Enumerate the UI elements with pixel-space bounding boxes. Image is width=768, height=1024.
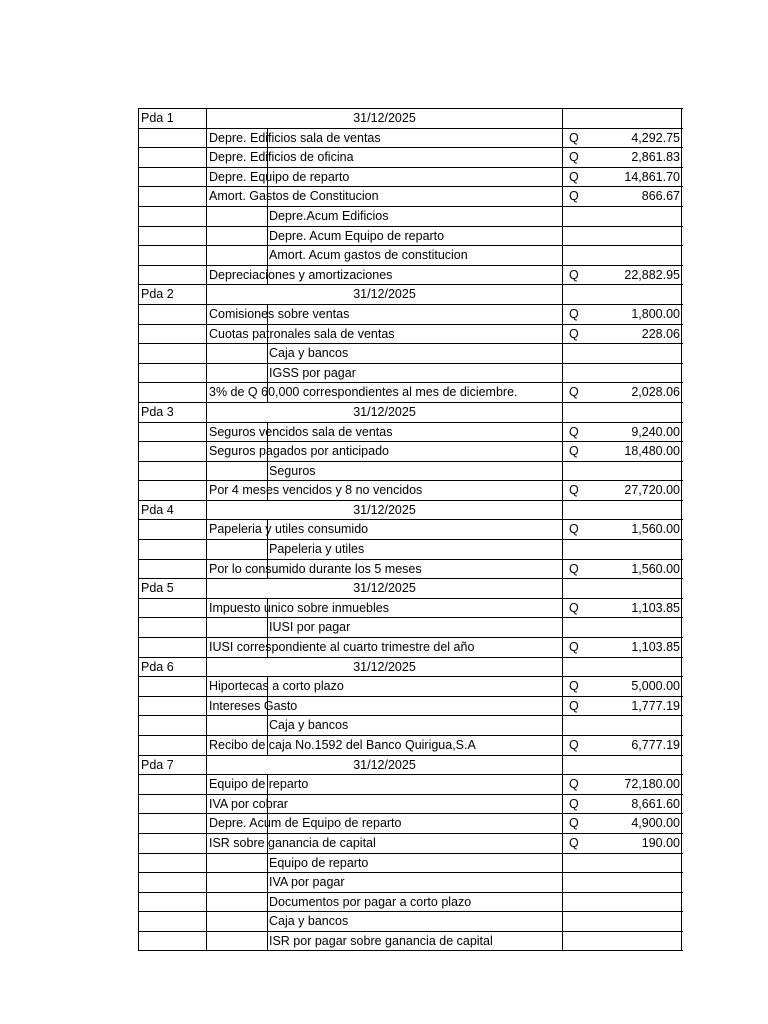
currency-symbol: Q <box>562 814 682 833</box>
entry-number-cell <box>138 873 206 892</box>
entry-number-cell <box>138 423 206 442</box>
entry-number-cell <box>138 325 206 344</box>
column-rule <box>267 599 268 618</box>
table-row <box>138 206 683 226</box>
currency-symbol: Q <box>562 677 682 696</box>
currency-cell <box>562 501 682 520</box>
column-rule <box>267 814 268 833</box>
amount-value: 2,028.06 <box>631 385 680 400</box>
currency-symbol: Q <box>562 305 682 324</box>
table-row <box>138 892 683 912</box>
column-rule <box>267 912 268 931</box>
currency-symbol: Q <box>562 795 682 814</box>
entry-number-cell <box>138 638 206 657</box>
currency-symbol <box>562 344 682 363</box>
amount-value: 22,882.95 <box>624 267 680 282</box>
entry-number-cell <box>138 618 206 637</box>
amount-value: 1,777.19 <box>631 698 680 713</box>
entry-number-cell <box>138 599 206 618</box>
entry-header-row <box>138 500 683 520</box>
table-row <box>138 422 683 442</box>
debit-account: Amort. Gastos de Constitucion <box>206 187 562 206</box>
column-rule <box>267 187 268 206</box>
table-row <box>138 480 683 500</box>
description-cell <box>206 364 562 383</box>
credit-account: Seguros <box>269 463 316 478</box>
column-rule <box>267 775 268 794</box>
currency-symbol: Q <box>562 599 682 618</box>
amount-value: 4,292.75 <box>631 130 680 145</box>
credit-account: Papeleria y utiles <box>269 542 365 557</box>
amount-value: 1,103.85 <box>631 600 680 615</box>
column-rule <box>267 716 268 735</box>
currency-symbol <box>562 716 682 735</box>
entry-number-cell <box>138 305 206 324</box>
table-row <box>138 598 683 618</box>
amount-value: 72,180.00 <box>624 777 680 792</box>
debit-account: Depre. Equipo de reparto <box>206 168 562 187</box>
column-rule <box>267 148 268 167</box>
entry-number: Pda 3 <box>138 403 206 422</box>
table-row <box>138 539 683 559</box>
debit-account: ISR sobre ganancia de capital <box>206 834 562 853</box>
amount-value: 4,900.00 <box>631 816 680 831</box>
amount-value: 1,800.00 <box>631 306 680 321</box>
entry-number-cell <box>138 129 206 148</box>
amount-value: 27,720.00 <box>624 483 680 498</box>
credit-account: ISR por pagar sobre ganancia de capital <box>269 933 493 948</box>
entry-date: 31/12/2025 <box>206 756 562 775</box>
entry-number-cell <box>138 716 206 735</box>
column-rule <box>267 834 268 853</box>
debit-account: Cuotas patronales sala de ventas <box>206 325 562 344</box>
table-row <box>138 696 683 716</box>
entry-number: Pda 6 <box>138 658 206 677</box>
table-row <box>138 519 683 539</box>
currency-symbol: Q <box>562 775 682 794</box>
entry-number: Pda 7 <box>138 756 206 775</box>
amount-value: 228.06 <box>641 326 680 341</box>
entry-date: 31/12/2025 <box>206 579 562 598</box>
currency-symbol <box>562 540 682 559</box>
currency-symbol: Q <box>562 638 682 657</box>
entry-header-row <box>138 755 683 775</box>
entry-date: 31/12/2025 <box>206 501 562 520</box>
entry-description: Por 4 meses vencidos y 8 no vencidos <box>206 481 562 500</box>
credit-account: Documentos por pagar a corto plazo <box>269 894 472 909</box>
amount-value: 2,861.83 <box>631 150 680 165</box>
entry-number-cell <box>138 834 206 853</box>
table-row <box>138 186 683 206</box>
table-row <box>138 441 683 461</box>
currency-symbol: Q <box>562 266 682 285</box>
currency-symbol: Q <box>562 148 682 167</box>
journal-table <box>138 108 683 951</box>
currency-symbol: Q <box>562 834 682 853</box>
column-rule <box>267 736 268 755</box>
debit-account: Depre. Edificios de oficina <box>206 148 562 167</box>
column-rule <box>267 168 268 187</box>
entry-number-cell <box>138 364 206 383</box>
currency-symbol <box>562 912 682 931</box>
column-rule <box>267 520 268 539</box>
credit-account: Caja y bancos <box>269 914 349 929</box>
entry-number-cell <box>138 912 206 931</box>
debit-account: Comisiones sobre ventas <box>206 305 562 324</box>
column-rule <box>267 795 268 814</box>
currency-symbol: Q <box>562 168 682 187</box>
column-rule <box>267 364 268 383</box>
debit-account: Hiportecas a corto plazo <box>206 677 562 696</box>
amount-value: 5,000.00 <box>631 679 680 694</box>
table-row <box>138 617 683 637</box>
table-row <box>138 931 683 951</box>
entry-description: Por lo consumido durante los 5 meses <box>206 560 562 579</box>
description-cell <box>206 854 562 873</box>
currency-cell <box>562 756 682 775</box>
entry-description: 3% de Q 60,000 correspondientes al mes de diciembre. <box>206 383 562 402</box>
debit-account: Intereses Gasto <box>206 697 562 716</box>
column-rule <box>267 873 268 892</box>
column-rule <box>267 638 268 657</box>
table-row <box>138 676 683 696</box>
entry-number-cell <box>138 266 206 285</box>
entry-header-row <box>138 657 683 677</box>
amount-value: 866.67 <box>641 189 680 204</box>
debit-account: Papeleria y utiles consumido <box>206 520 562 539</box>
entry-header-row <box>138 578 683 598</box>
entry-number-cell <box>138 775 206 794</box>
amount-value: 18,480.00 <box>624 444 680 459</box>
column-rule <box>267 560 268 579</box>
column-rule <box>267 325 268 344</box>
entry-date: 31/12/2025 <box>206 403 562 422</box>
description-cell <box>206 462 562 481</box>
currency-symbol <box>562 227 682 246</box>
column-rule <box>267 540 268 559</box>
table-row <box>138 813 683 833</box>
currency-cell <box>562 285 682 304</box>
amount-value: 1,560.00 <box>631 561 680 576</box>
entry-number-cell <box>138 795 206 814</box>
table-row <box>138 715 683 735</box>
entry-number-cell <box>138 697 206 716</box>
credit-account: Caja y bancos <box>269 718 349 733</box>
column-rule <box>267 129 268 148</box>
entry-number-cell <box>138 560 206 579</box>
credit-account: Equipo de reparto <box>269 855 369 870</box>
entry-number-cell <box>138 227 206 246</box>
entry-number-cell <box>138 814 206 833</box>
entry-number-cell <box>138 442 206 461</box>
currency-symbol <box>562 873 682 892</box>
credit-account: Amort. Acum gastos de constitucion <box>269 248 468 263</box>
column-rule <box>267 462 268 481</box>
currency-symbol: Q <box>562 736 682 755</box>
currency-cell <box>562 109 682 128</box>
entry-date: 31/12/2025 <box>206 658 562 677</box>
table-row <box>138 167 683 187</box>
column-rule <box>267 266 268 285</box>
debit-account: Depre. Edificios sala de ventas <box>206 129 562 148</box>
debit-account: Impuesto unico sobre inmuebles <box>206 599 562 618</box>
currency-cell <box>562 403 682 422</box>
credit-account: Caja y bancos <box>269 346 349 361</box>
entry-number-cell <box>138 383 206 402</box>
table-row <box>138 735 683 755</box>
entry-description: Recibo de caja No.1592 del Banco Quirigua,S.A <box>206 736 562 755</box>
currency-symbol <box>562 207 682 226</box>
currency-symbol: Q <box>562 442 682 461</box>
column-rule <box>267 618 268 637</box>
entry-number-cell <box>138 246 206 265</box>
currency-symbol: Q <box>562 560 682 579</box>
table-row <box>138 911 683 931</box>
amount-value: 190.00 <box>641 835 680 850</box>
column-rule <box>267 697 268 716</box>
debit-account: Depre. Acum de Equipo de reparto <box>206 814 562 833</box>
description-cell <box>206 912 562 931</box>
table-row <box>138 833 683 853</box>
currency-symbol: Q <box>562 325 682 344</box>
debit-account: IVA por cobrar <box>206 795 562 814</box>
entry-number-cell <box>138 736 206 755</box>
table-row <box>138 794 683 814</box>
column-rule <box>267 383 268 402</box>
currency-symbol <box>562 893 682 912</box>
entry-number-cell <box>138 677 206 696</box>
currency-symbol <box>562 618 682 637</box>
credit-account: Depre. Acum Equipo de reparto <box>269 228 445 243</box>
column-rule <box>267 344 268 363</box>
entry-number-cell <box>138 854 206 873</box>
currency-symbol <box>562 246 682 265</box>
column-rule <box>267 207 268 226</box>
column-rule <box>267 442 268 461</box>
entry-description: Depreciaciones y amortizaciones <box>206 266 562 285</box>
debit-account: Seguros pagados por anticipado <box>206 442 562 461</box>
amount-value: 8,661.60 <box>631 796 680 811</box>
column-rule <box>267 932 268 950</box>
description-cell <box>206 618 562 637</box>
entry-description: IUSI correspondiente al cuarto trimestre del año <box>206 638 562 657</box>
amount-value: 9,240.00 <box>631 424 680 439</box>
credit-account: IUSI por pagar <box>269 620 351 635</box>
amount-value: 1,103.85 <box>631 640 680 655</box>
table-row <box>138 461 683 481</box>
entry-date: 31/12/2025 <box>206 285 562 304</box>
table-row <box>138 324 683 344</box>
entry-number: Pda 4 <box>138 501 206 520</box>
entry-number: Pda 2 <box>138 285 206 304</box>
description-cell <box>206 716 562 735</box>
table-row <box>138 245 683 265</box>
column-rule <box>267 677 268 696</box>
currency-symbol: Q <box>562 423 682 442</box>
entry-date: 31/12/2025 <box>206 109 562 128</box>
table-row <box>138 343 683 363</box>
currency-symbol: Q <box>562 697 682 716</box>
credit-account: Depre.Acum Edificios <box>269 208 389 223</box>
entry-number-cell <box>138 520 206 539</box>
amount-value: 6,777.19 <box>631 738 680 752</box>
table-row <box>138 147 683 167</box>
column-rule <box>267 893 268 912</box>
entry-number-cell <box>138 462 206 481</box>
entry-number-cell <box>138 187 206 206</box>
currency-symbol <box>562 462 682 481</box>
table-row <box>138 226 683 246</box>
credit-account: IVA por pagar <box>269 875 345 890</box>
table-row <box>138 872 683 892</box>
table-row <box>138 853 683 873</box>
currency-symbol <box>562 854 682 873</box>
currency-symbol: Q <box>562 383 682 402</box>
description-cell <box>206 344 562 363</box>
entry-number-cell <box>138 540 206 559</box>
table-row <box>138 559 683 579</box>
column-rule <box>267 246 268 265</box>
debit-account: Seguros vencidos sala de ventas <box>206 423 562 442</box>
entry-number: Pda 1 <box>138 109 206 128</box>
entry-number-cell <box>138 481 206 500</box>
column-rule <box>267 854 268 873</box>
entry-number-cell <box>138 168 206 187</box>
table-row <box>138 265 683 285</box>
table-row <box>138 637 683 657</box>
column-rule <box>267 423 268 442</box>
entry-number: Pda 5 <box>138 579 206 598</box>
entry-number-cell <box>138 932 206 950</box>
amount-value: 14,861.70 <box>624 169 680 184</box>
entry-number-cell <box>138 893 206 912</box>
amount-value: 1,560.00 <box>631 522 680 537</box>
column-rule <box>267 481 268 500</box>
entry-header-row <box>138 108 683 128</box>
column-rule <box>267 227 268 246</box>
currency-symbol: Q <box>562 187 682 206</box>
currency-symbol: Q <box>562 129 682 148</box>
entry-number-cell <box>138 148 206 167</box>
entry-header-row <box>138 284 683 304</box>
currency-symbol: Q <box>562 481 682 500</box>
currency-symbol <box>562 932 682 950</box>
entry-number-cell <box>138 344 206 363</box>
table-row <box>138 304 683 324</box>
table-row <box>138 363 683 383</box>
table-row <box>138 128 683 148</box>
debit-account: Equipo de reparto <box>206 775 562 794</box>
credit-account: IGSS por pagar <box>269 365 356 380</box>
description-cell <box>206 540 562 559</box>
column-rule <box>267 305 268 324</box>
currency-symbol <box>562 364 682 383</box>
table-row <box>138 382 683 402</box>
entry-number-cell <box>138 207 206 226</box>
entry-header-row <box>138 402 683 422</box>
currency-cell <box>562 658 682 677</box>
table-row <box>138 774 683 794</box>
description-cell <box>206 873 562 892</box>
currency-symbol: Q <box>562 520 682 539</box>
currency-cell <box>562 579 682 598</box>
